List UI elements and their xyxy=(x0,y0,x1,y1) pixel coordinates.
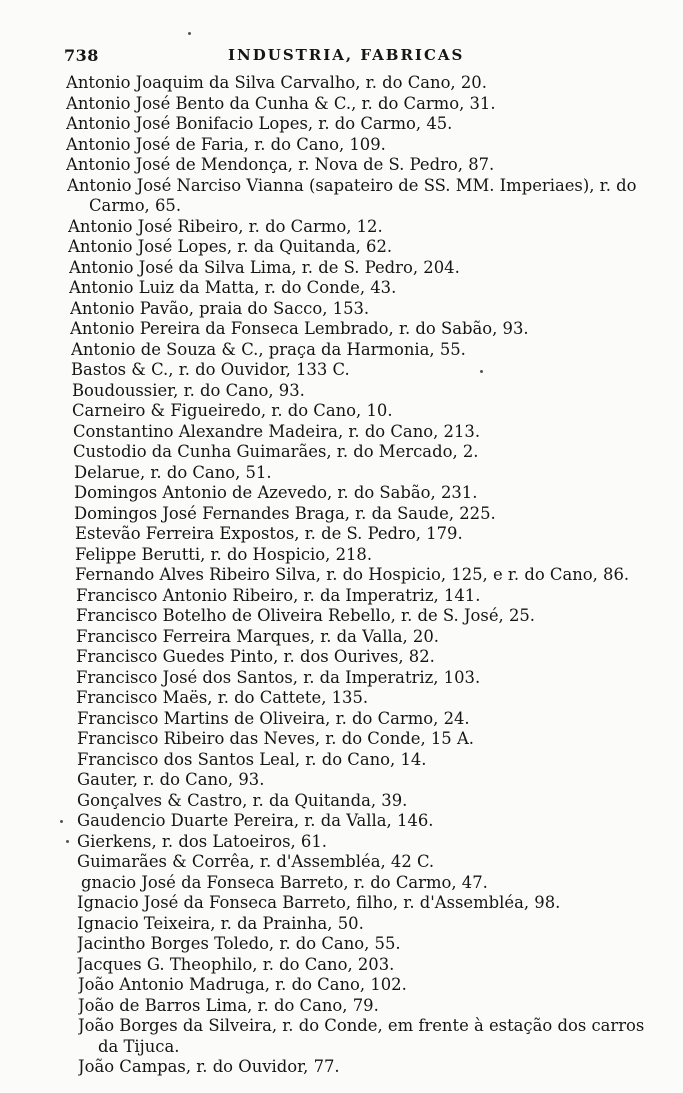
list-item: Gonçalves & Castro, r. da Quitanda, 39. xyxy=(77,790,408,810)
list-item: Francisco Guedes Pinto, r. dos Ourives, 82. xyxy=(76,647,435,666)
list-item: Constantino Alexandre Madeira, r. do Cano, 213. xyxy=(73,421,481,441)
list-item: Custodio da Cunha Guimarães, r. do Mercado, 2. xyxy=(73,442,479,461)
list-item: João Antonio Madruga, r. do Cano, 102. xyxy=(78,975,407,994)
list-item: Antonio Joaquim da Silva Carvalho, r. do Cano, 20. xyxy=(66,73,487,92)
list-item: Francisco Martins de Oliveira, r. do Carmo, 24. xyxy=(77,708,470,728)
list-item: Gierkens, r. dos Latoeiros, 61. xyxy=(77,831,327,851)
list-item: Francisco Maës, r. do Cattete, 135. xyxy=(76,688,369,707)
list-item-continuation: da Tijuca. xyxy=(98,1036,180,1056)
list-item: Domingos José Fernandes Braga, r. da Saude, 225. xyxy=(74,503,496,523)
list-item: Antonio José de Faria, r. do Cano, 109. xyxy=(66,134,386,154)
running-head: INDUSTRIA, FABRICAS xyxy=(228,46,465,64)
list-item: João Borges da Silveira, r. do Conde, em frente à estação dos carros xyxy=(78,1016,645,1035)
list-item: Delarue, r. do Cano, 51. xyxy=(74,462,272,482)
scan-speck xyxy=(66,840,69,843)
list-item: Francisco Ferreira Marques, r. da Valla, 20. xyxy=(76,626,439,646)
list-item: Guimarães & Corrêa, r. d'Assembléa, 42 C. xyxy=(77,852,435,871)
list-item: João Campas, r. do Ouvidor, 77. xyxy=(78,1057,340,1076)
list-item: Antonio José Narciso Vianna (sapateiro de SS. MM. Imperiaes), r. do xyxy=(67,175,637,195)
list-item: Ignacio Teixeira, r. da Prainha, 50. xyxy=(77,913,364,933)
list-item: Antonio José de Mendonça, r. Nova de S. Pedro, 87. xyxy=(66,155,495,174)
list-item: Antonio Luiz da Matta, r. do Conde, 43. xyxy=(69,278,397,297)
list-item-continuation: Carmo, 65. xyxy=(89,196,182,215)
list-item: Francisco Antonio Ribeiro, r. da Imperatriz, 141. xyxy=(76,585,481,605)
scan-speck xyxy=(60,820,63,823)
list-item: Jacques G. Theophilo, r. do Cano, 203. xyxy=(77,954,395,974)
scan-speck xyxy=(188,32,191,35)
list-item: gnacio José da Fonseca Barreto, r. do Carmo, 47. xyxy=(81,872,488,892)
list-item: Felippe Berutti, r. do Hospicio, 218. xyxy=(75,544,373,564)
list-item: Fernando Alves Ribeiro Silva, r. do Hospicio, 125, e r. do Cano, 86. xyxy=(75,565,630,584)
list-item: Antonio José Lopes, r. da Quitanda, 62. xyxy=(68,237,393,256)
scan-speck xyxy=(480,370,483,373)
list-item: Gaudencio Duarte Pereira, r. da Valla, 146. xyxy=(77,811,434,830)
list-item: Bastos & C., r. do Ouvidor, 133 C. xyxy=(71,360,350,379)
list-item: Ignacio José da Fonseca Barreto, filho, r. d'Assembléa, 98. xyxy=(77,893,561,912)
list-item: Antonio de Souza & C., praça da Harmonia, 55. xyxy=(71,339,466,359)
list-item: Boudoussier, r. do Cano, 93. xyxy=(72,380,305,400)
list-item: Jacintho Borges Toledo, r. do Cano, 55. xyxy=(77,934,401,953)
list-item: Antonio José da Silva Lima, r. de S. Pedro, 204. xyxy=(69,257,460,277)
list-item: Antonio José Bonifacio Lopes, r. do Carmo, 45. xyxy=(66,114,453,133)
list-item: Antonio José Bento da Cunha & C., r. do Carmo, 31. xyxy=(66,93,496,113)
list-item: Gauter, r. do Cano, 93. xyxy=(77,770,265,789)
list-item: Estevão Ferreira Expostos, r. de S. Pedro, 179. xyxy=(75,524,463,543)
list-item: Francisco Botelho de Oliveira Rebello, r. de S. José, 25. xyxy=(76,606,536,625)
directory-list xyxy=(0,73,683,1078)
list-item: Francisco Ribeiro das Neves, r. do Conde, 15 A. xyxy=(77,729,474,748)
page-number: 738 xyxy=(64,46,99,65)
list-item: Antonio Pereira da Fonseca Lembrado, r. do Sabão, 93. xyxy=(70,319,529,338)
list-item: Antonio Pavão, praia do Sacco, 153. xyxy=(70,298,370,318)
list-item: Francisco dos Santos Leal, r. do Cano, 14. xyxy=(77,749,427,769)
list-item: Antonio José Ribeiro, r. do Carmo, 12. xyxy=(68,216,383,236)
list-item: João de Barros Lima, r. do Cano, 79. xyxy=(78,995,379,1015)
list-item: Domingos Antonio de Azevedo, r. do Sabão, 231. xyxy=(74,483,478,502)
page-header xyxy=(64,46,624,70)
list-item: Francisco José dos Santos, r. da Imperatriz, 103. xyxy=(76,667,481,687)
list-item: Carneiro & Figueiredo, r. do Cano, 10. xyxy=(72,401,393,420)
